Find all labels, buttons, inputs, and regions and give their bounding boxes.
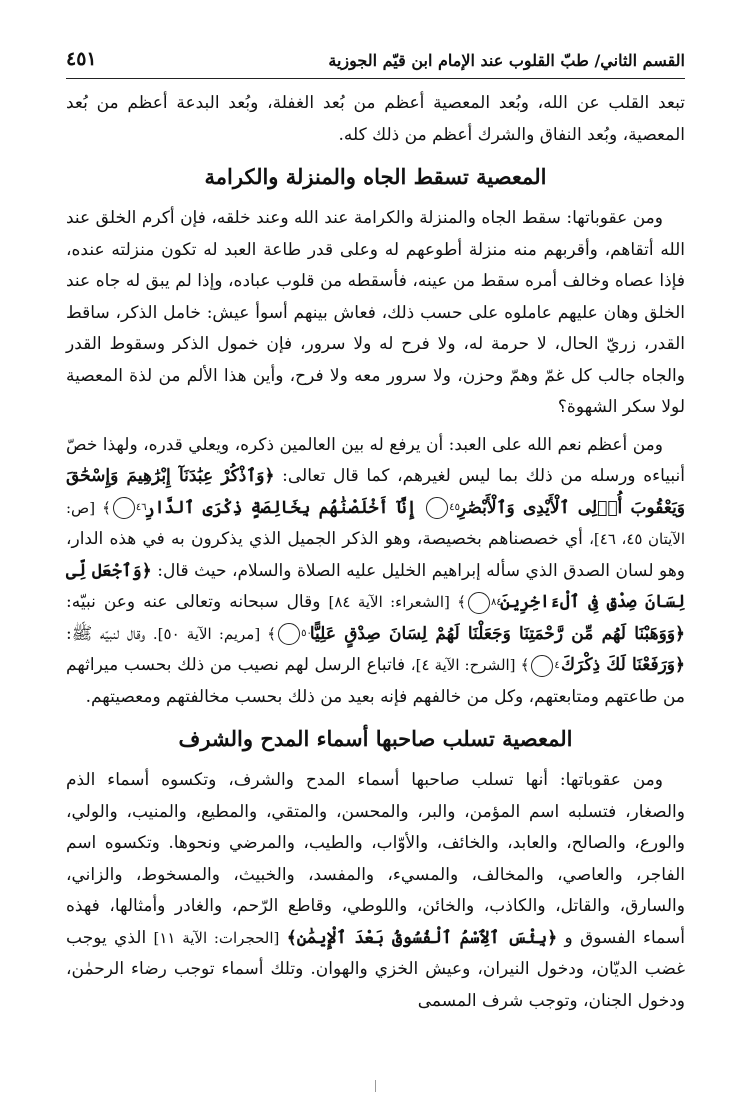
- running-title: القسم الثاني/ طبّ القلوب عند الإمام ابن قيّم الجوزية: [328, 51, 685, 70]
- verse-number-marker: ٤٦: [113, 497, 135, 519]
- section-heading-1: المعصية تسقط الجاه والمنزلة والكرامة: [204, 164, 547, 189]
- page-footer: [66, 1080, 685, 1086]
- quran-verse: ﴿وَوَهَبْنَا لَهُم مِّن رَّحْمَتِنَا وَجَعَلْنَا لَهُمْ لِسَانَ صِدْقٍ عَلِيًّا: [309, 623, 685, 644]
- verse-reference: [الحجرات: الآية ١١]: [153, 928, 280, 947]
- verse-reference: ﴾ [الشرح: الآية ٤]،: [410, 656, 530, 674]
- paragraph-4: [66, 765, 685, 1017]
- page-header: [66, 38, 685, 79]
- section-heading-2: المعصية تسلب صاحبها أسماء المدح والشرف: [178, 726, 573, 751]
- verse-number-marker: ٥٠: [278, 623, 300, 645]
- page-body: [66, 88, 685, 1023]
- footer-mark: [375, 1080, 376, 1092]
- verse-reference: ﴾ [مريم: الآية ٥٠].: [152, 624, 277, 643]
- verse-number-marker: ٤٥: [426, 497, 448, 519]
- quran-verse: ﴿وَٱجْعَل لِّى لِسَانَ صِدْقٍ فِى ٱلْءَاخِرِينَ: [66, 560, 685, 612]
- verse-reference: ﴾ [ص: الآيتان ٤٥، ٤٦]،: [66, 498, 686, 548]
- paragraph-2: ومن عقوباتها: سقط الجاه والمنزلة والكرامة عند الله وعند خلقه، فإن أكرم الخلق عند الله أتقاهم، وأقربهم منه منزلة أطوعهم له وعلى قدر طاعة العبد له تكون منزلته عنده، فإذا عصاه وخالف أمره سقط من عينه، فأسقطه من قلوب عباده، وإذا لم يبق له جاه عند الخلق وهان عليهم عاملوه على حسب ذلك، فعاش بينهم أسوأ عيش: خامل الذكر، ساقط القدر، زريّ الحال، لا حرمة له، ولا فرح له ولا سرور، فإن خمول الذكر وسقوط القدر والجاه جالب كل غمّ وهمّ وحزن، ولا سرور معه ولا فرح، وأين هذا الألم من لذة المعصية لولا سكر الشهوة؟: [66, 208, 686, 417]
- text-span: ومن عقوباتها: أنها تسلب صاحبها أسماء المدح والشرف، وتكسوه أسماء الذم والصغار، فتسلبه اسم المؤمن، والبر، والمحسن، والمتقي، والمطيع، والمنيب، والولي، والورع، والصالح، والعابد، والخائف، والأوّاب، والطيب، والمرضي ونحوها. وتكسوه اسم الفاجر، والعاصي، والمخالف، والمسيء، والمفسد، والخبيث، والمسخوط، والزاني، والسارق، والقاتل، والكاذب، والخائن، واللوطي، وقاطع الرّحم، والغادر وأمثالها، فهذه أسماء الفسوق و: [66, 770, 685, 948]
- text-span: ومن أعظم نعم الله على العبد: أن يرفع له بين العالمين ذكره، ويعلي قدره، ولهذا خصّ أنبياءه ورسله من ذلك بما ليس لغيرهم، كما قال تعالى:: [66, 434, 685, 486]
- page-number: ٤٥١: [66, 48, 97, 70]
- text-span: وقال سبحانه وتعالى عنه وعن نبيّه:: [66, 592, 321, 612]
- verse-number-marker: ٨٤: [468, 592, 490, 614]
- quran-verse: ﴿وَٱذْكُرْ عِبَٰدَنَآ إِبْرَٰهِيمَ وَإِسْحَٰقَ وَيَعْقُوبَ أُو۟لِى ٱلْأَيْدِى وَٱلْأَبْصَٰرِ: [66, 466, 686, 518]
- text-span: وقال لنبيّه ﷺ:: [66, 623, 146, 644]
- verse-number-marker: ٤: [531, 655, 553, 677]
- quran-verse: إِنَّآ أَخْلَصْنَٰهُم بِخَالِصَةٍ ذِكْرَى ٱلدَّارِ: [144, 497, 417, 518]
- paragraph-1: تبعد القلب عن الله، وبُعد المعصية أعظم من بُعد الغفلة، وبُعد البدعة أعظم من بُعد المعصية، وبُعد النفاق والشرك أعظم من ذلك كله.: [66, 93, 685, 145]
- verse-reference: ﴾ [الشعراء: الآية ٨٤]: [328, 593, 467, 611]
- text-span: الذي يوجب غضب الديّان، ودخول النيران، وعيش الخزي والهوان. وتلك أسماء توجب رضاء الرحمٰن، ودخول الجنان، وتوجب شرف المسمى: [66, 927, 685, 1011]
- paragraph-3: [66, 430, 685, 714]
- quran-verse: ﴿وَرَفَعْنَا لَكَ ذِكْرَكَ: [561, 655, 685, 675]
- text-span: أي خصصناهم بخصيصة، وهو الذكر الجميل الذي يذكرون به في هذه الدار، وهو لسان الصدق الذي سأله إبراهيم الخليل عليه الصلاة والسلام، حيث قال:: [66, 529, 685, 581]
- quran-verse: ﴿بِئْسَ ٱلِٱسْمُ ٱلْفُسُوقُ بَعْدَ ٱلْإِيمَٰنِ﴾: [286, 927, 558, 948]
- text-span: فاتباع الرسل لهم نصيب من ذلك بحسب ميراثهم من طاعتهم ومتابعتهم، وكل من خالفهم فإنه بعيد من ذلك بحسب مخالفتهم ومعصيتهم.: [66, 655, 685, 707]
